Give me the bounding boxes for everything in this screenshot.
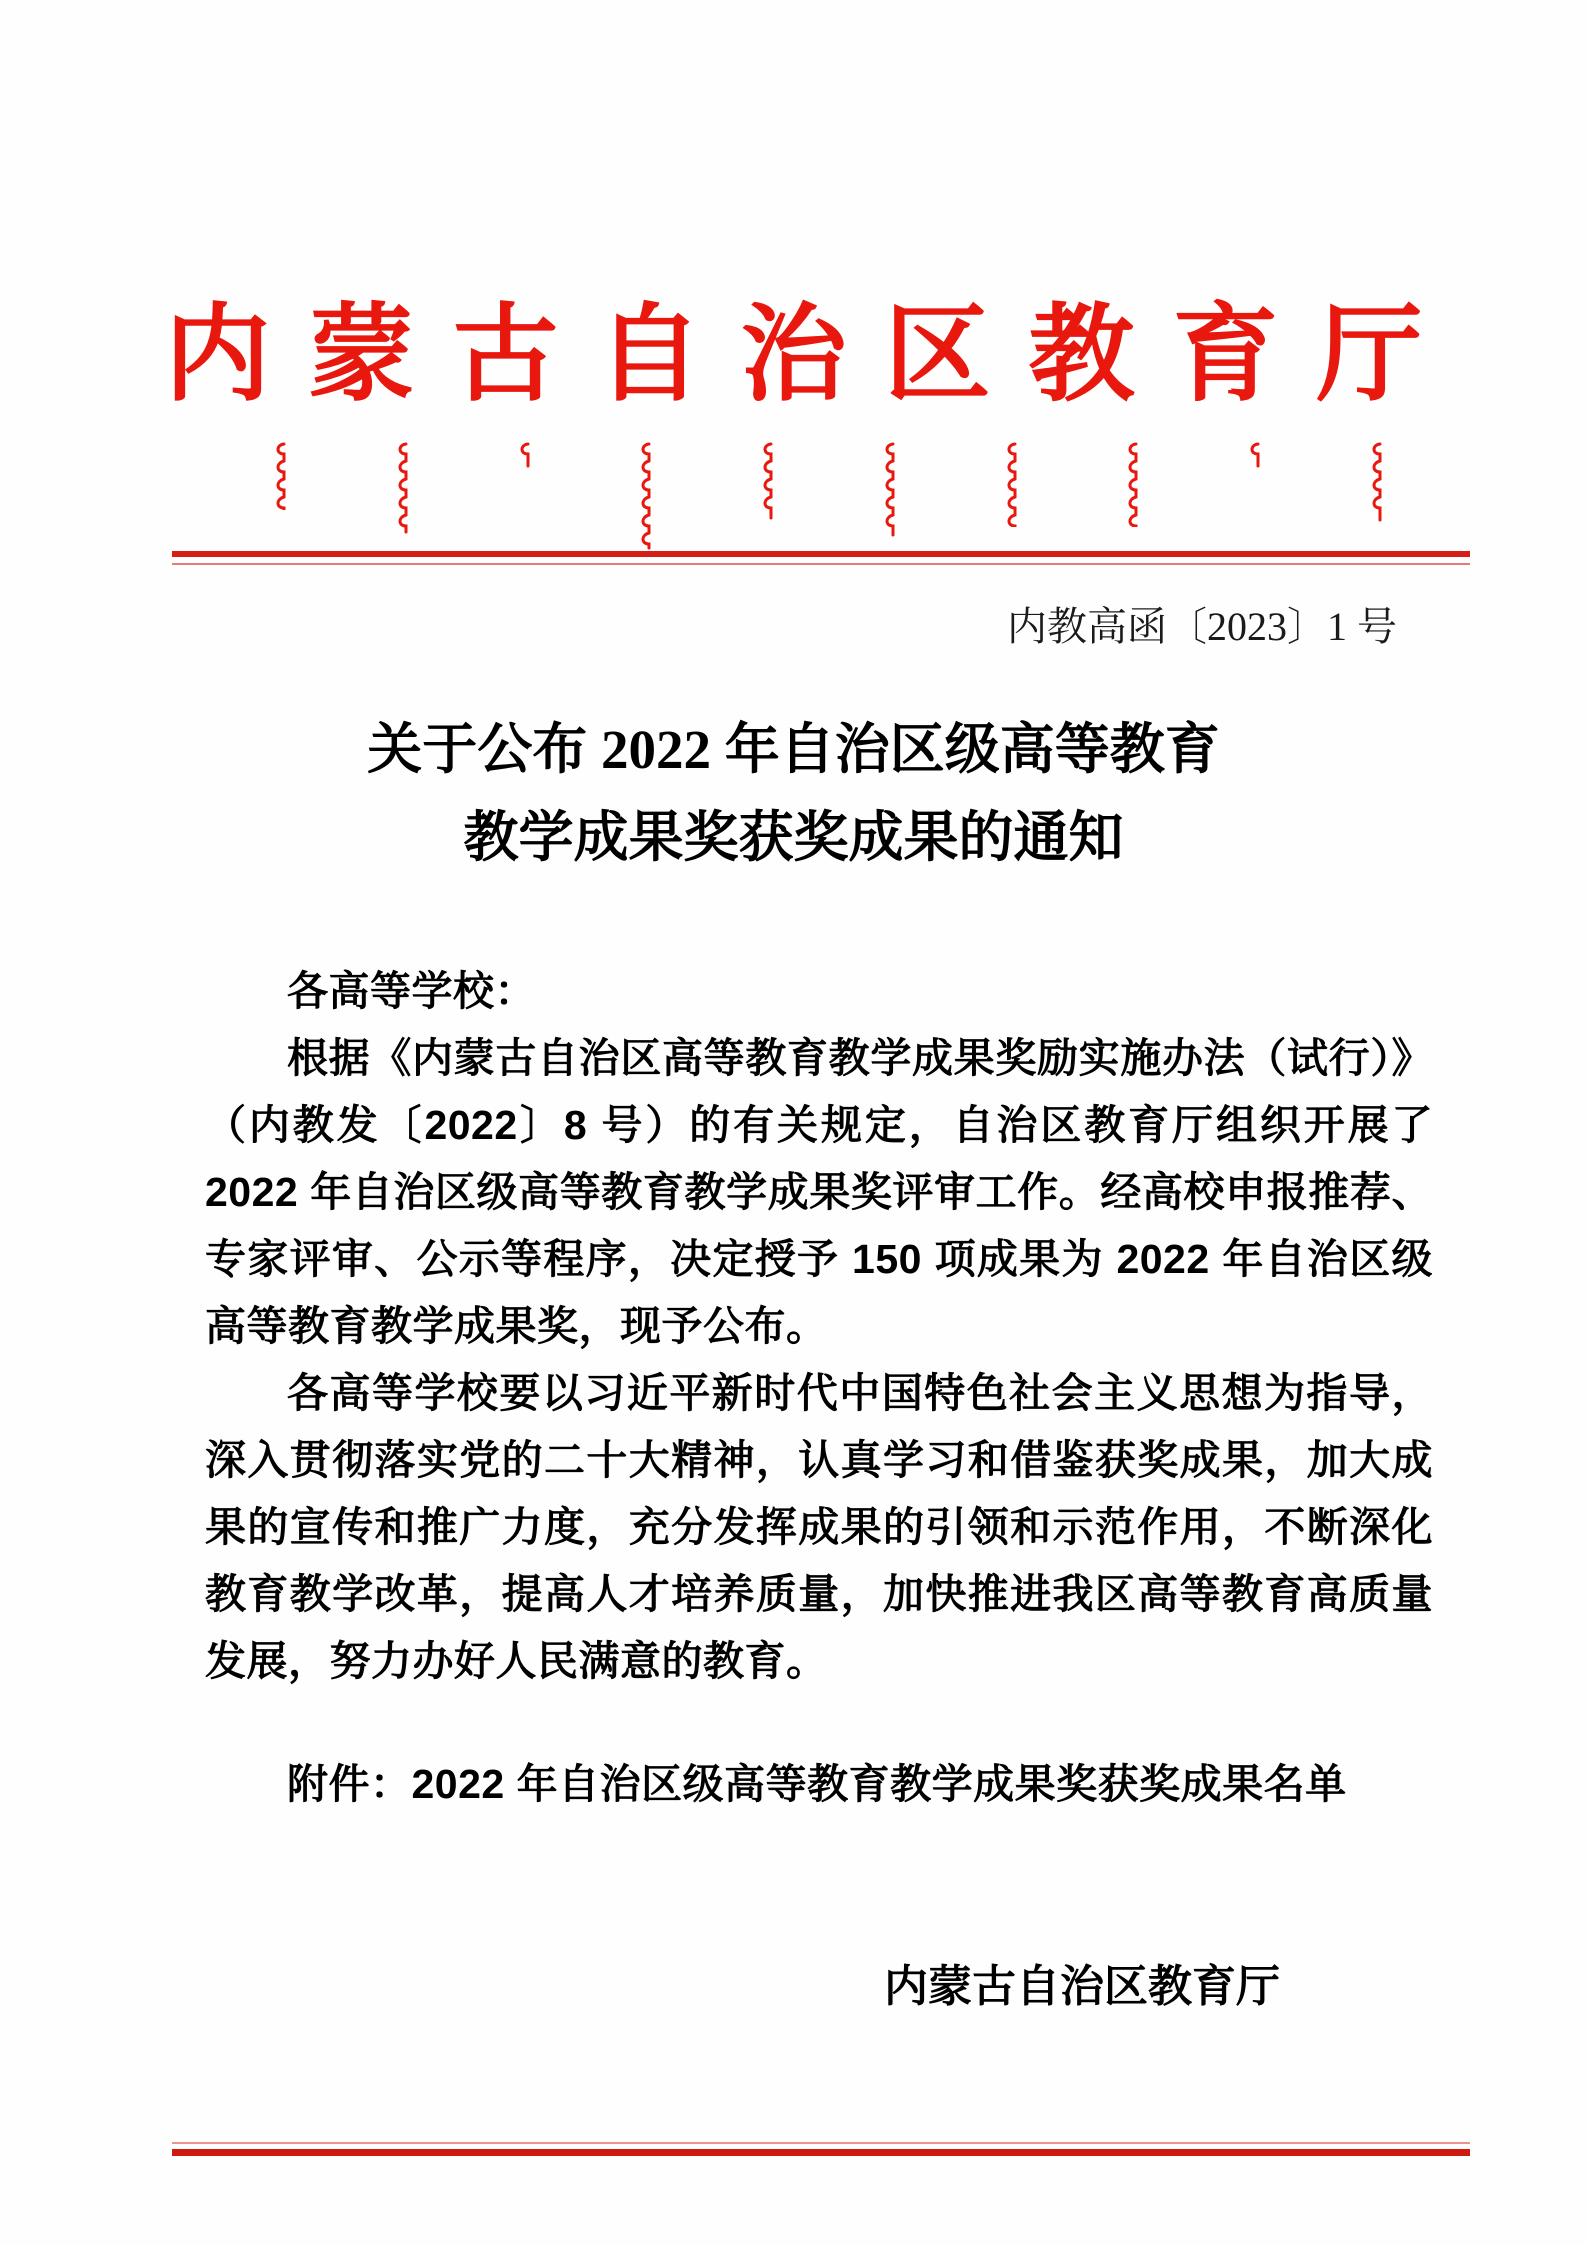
header-rule-thin (172, 563, 1470, 565)
salutation: 各高等学校： (287, 968, 536, 1014)
mongolian-script-glyph (881, 442, 903, 537)
mongolian-script-row (272, 442, 1390, 554)
body-paragraph: 根据《内蒙古自治区高等教育教学成果奖励实施办法（试行）》（内教发〔2022〕8 号）的有关规定，自治区教育厅组织开展了 2022 年自治区级高等教育教学成果奖评审工作。经高校申报推荐、专家评审、公示等程序，决定授予 150 项成果为 2022 年自治区级高等教育教学成果奖，现予公布。 (205, 1035, 1433, 1349)
mongolian-script-glyph (516, 442, 538, 468)
letterhead-agency-title: 内蒙古自治区教育厅 (164, 297, 1461, 414)
body-paragraph: 各高等学校要以习近平新时代中国特色社会主义思想为指导，深入贯彻落实党的二十大精神，认真学习和借鉴获奖成果，加大成果的宣传和推广力度，充分发挥成果的引领和示范作用，不断深化教育教学改革，提高人才培养质量，加快推进我区高等教育高质量发展，努力办好人民满意的教育。 (205, 1370, 1433, 1684)
header-rule-thick (172, 551, 1470, 557)
mongolian-script-glyph (272, 442, 294, 510)
mongolian-script-glyph (637, 442, 659, 550)
document-title-line1: 关于公布 2022 年自治区级高等教育 (367, 719, 1220, 780)
mongolian-script-glyph (759, 442, 781, 520)
document-title-line2: 教学成果奖获奖成果的通知 (463, 807, 1124, 868)
footer-rule-thin (172, 2142, 1470, 2144)
mongolian-script-glyph (1368, 442, 1390, 522)
document-reference-number: 内教高函〔2023〕1 号 (1007, 604, 1397, 649)
attachment-line: 附件：2022 年自治区级高等教育教学成果奖获奖成果名单 (287, 1761, 1347, 1807)
mongolian-script-glyph (1246, 442, 1268, 468)
signature-agency-name: 内蒙古自治区教育厅 (884, 1962, 1280, 2011)
mongolian-script-glyph (1124, 442, 1146, 527)
document-body (205, 958, 1433, 1818)
footer-rule-thick (172, 2149, 1470, 2156)
document-title (0, 706, 1587, 882)
mongolian-script-glyph (394, 442, 416, 534)
mongolian-script-glyph (1003, 442, 1025, 527)
